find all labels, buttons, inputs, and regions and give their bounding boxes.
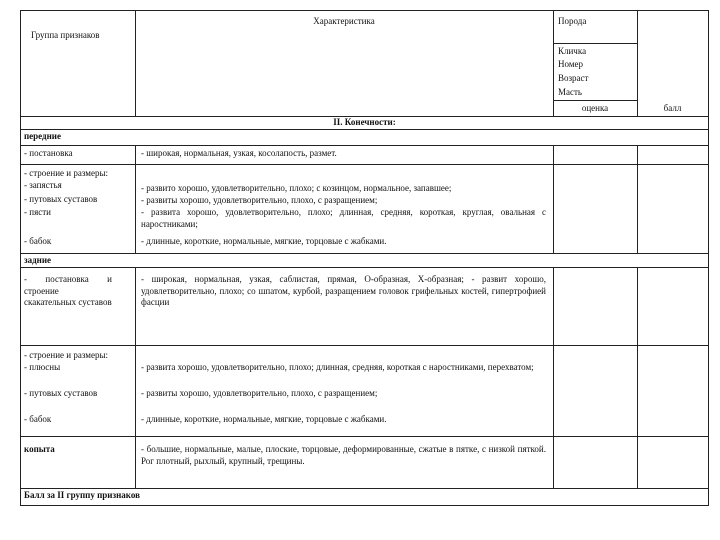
front-pastern2-label: - бабок <box>24 236 52 246</box>
rear-hock-text: - широкая, нормальная, узкая, саблистая, прямая, О-образная, Х-образная; - развит хорошо, удовлетворительно, плохо; со шпатом, курбой, разращением головок грифельных костей, гипертрофией фасции <box>141 274 546 307</box>
rear-fetlock-text: - развиты хорошо, удовлетворительно, плохо, с разращением; <box>141 388 378 398</box>
field-name: Кличка <box>558 46 587 56</box>
front-structure-label: - строение и размеры: <box>24 168 108 178</box>
front-wrist-text: - развито хорошо, удовлетворительно, плохо; с козинцом, нормальное, запавшее; <box>141 183 452 193</box>
front-title: передние <box>24 131 61 141</box>
field-color: Масть <box>558 87 583 97</box>
hooves-text: - большие, нормальные, малые, плоские, торцовые, деформированные, сжатые в пятке, с низкой пяткой. Рог плотный, рыхлый, крупный, трещины. <box>141 444 546 466</box>
field-number: Номер <box>558 59 584 69</box>
front-pastern-label: - пясти <box>24 207 51 217</box>
field-age: Возраст <box>558 73 589 83</box>
front-wrist-label: - запястья <box>24 180 62 190</box>
characteristic-label: Характеристика <box>313 16 375 26</box>
rear-title: задние <box>24 255 52 265</box>
front-pastern2-text: - длинные, короткие, нормальные, мягкие, торцовые с жабками. <box>141 236 387 246</box>
front-setting-text: - широкая, нормальная, узкая, косолапость, размет. <box>141 148 337 158</box>
rear-metatarsus-label: - плюсны <box>24 362 61 372</box>
rear-pastern-label: - бабок <box>24 414 52 424</box>
breed-label: Порода <box>558 16 587 26</box>
front-fetlock-text: - развиты хорошо, удовлетворительно, плохо, с разращением; <box>141 195 378 205</box>
section-title: II. Конечности: <box>333 117 396 127</box>
rear-structure-label: - строение и размеры: <box>24 350 108 360</box>
rear-fetlock-label: - путовых суставов <box>24 388 98 398</box>
front-pastern-text: - развита хорошо, удовлетворительно, плохо; длинная, средняя, короткая, круглая, овальная с наростниками; <box>141 207 546 229</box>
rear-pastern-text: - длинные, короткие, нормальные, мягкие, торцовые с жабками. <box>141 414 387 424</box>
rear-metatarsus-text: - развита хорошо, удовлетворительно, плохо; длинная, средняя, короткая с наростниками, перехватом; <box>141 362 534 372</box>
front-fetlock-label: - путовых суставов <box>24 194 98 204</box>
group-label: Группа признаков <box>31 30 100 40</box>
hooves-label: копыта <box>24 444 55 454</box>
points-label: балл <box>663 103 682 113</box>
front-setting-label: - постановка <box>24 148 73 158</box>
rear-hock-label: - постановка и строение скакательных суставов <box>24 274 112 307</box>
footer-total-label: Балл за II группу признаков <box>24 490 140 500</box>
score-label: оценка <box>581 103 609 113</box>
